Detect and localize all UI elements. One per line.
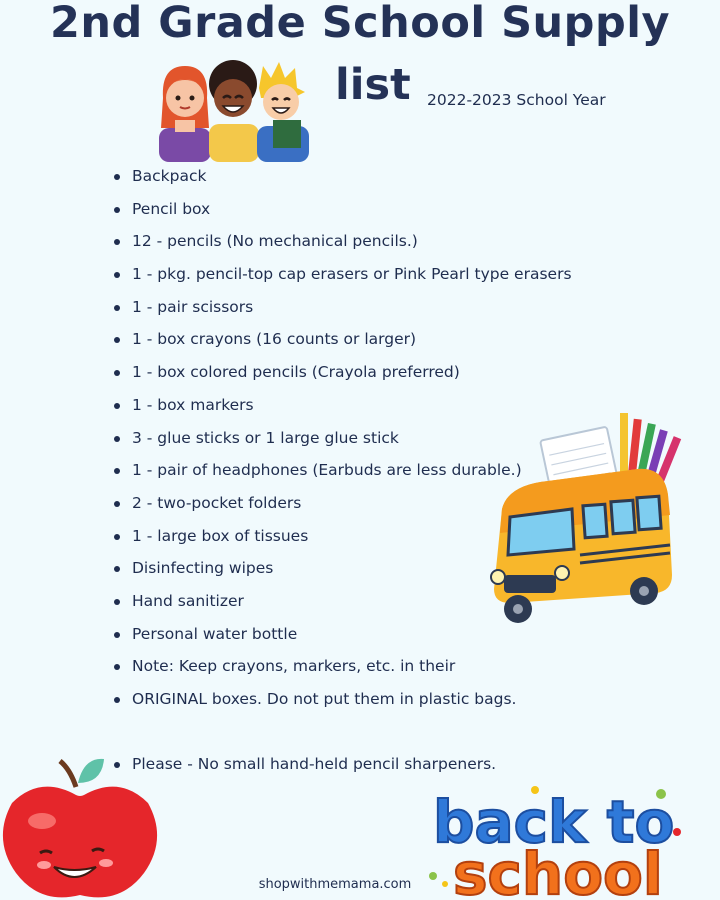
list-item: 1 - large box of tissues: [112, 520, 632, 553]
list-item: 1 - pkg. pencil-top cap erasers or Pink Pearl type erasers: [112, 258, 632, 291]
list-item: 3 - glue sticks or 1 large glue stick: [112, 422, 632, 455]
list-item: 2 - two-pocket folders: [112, 487, 632, 520]
list-item: Pencil box: [112, 193, 632, 226]
school-bus-illustration: [488, 405, 693, 630]
list-item: Hand sanitizer: [112, 585, 632, 618]
list-item: 12 - pencils (No mechanical pencils.): [112, 225, 632, 258]
list-item: ORIGINAL boxes. Do not put them in plastic bags.: [112, 683, 632, 716]
list-item: Note: Keep crayons, markers, etc. in their: [112, 650, 632, 683]
footer-site: shopwithmemama.com: [258, 877, 412, 892]
list-item: Backpack: [112, 160, 632, 193]
list-item: 1 - box crayons (16 counts or larger): [112, 323, 632, 356]
logo-back-text: back to: [433, 788, 675, 856]
list-item: 1 - box colored pencils (Crayola preferred): [112, 356, 632, 389]
page-title-line2: list: [335, 60, 411, 110]
page-title: 2nd Grade School Supply: [50, 0, 670, 48]
list-item: Personal water bottle: [112, 618, 632, 651]
list-item: 1 - pair scissors: [112, 291, 632, 324]
list-item: 1 - pair of headphones (Earbuds are less durable.): [112, 454, 632, 487]
kids-illustration: [153, 58, 313, 162]
final-note: Please - No small hand-held pencil sharpeners.: [112, 748, 632, 781]
school-year: 2022-2023 School Year: [427, 91, 606, 109]
logo-school-text: school: [453, 840, 663, 900]
list-item: 1 - box markers: [112, 389, 632, 422]
list-item: Disinfecting wipes: [112, 552, 632, 585]
